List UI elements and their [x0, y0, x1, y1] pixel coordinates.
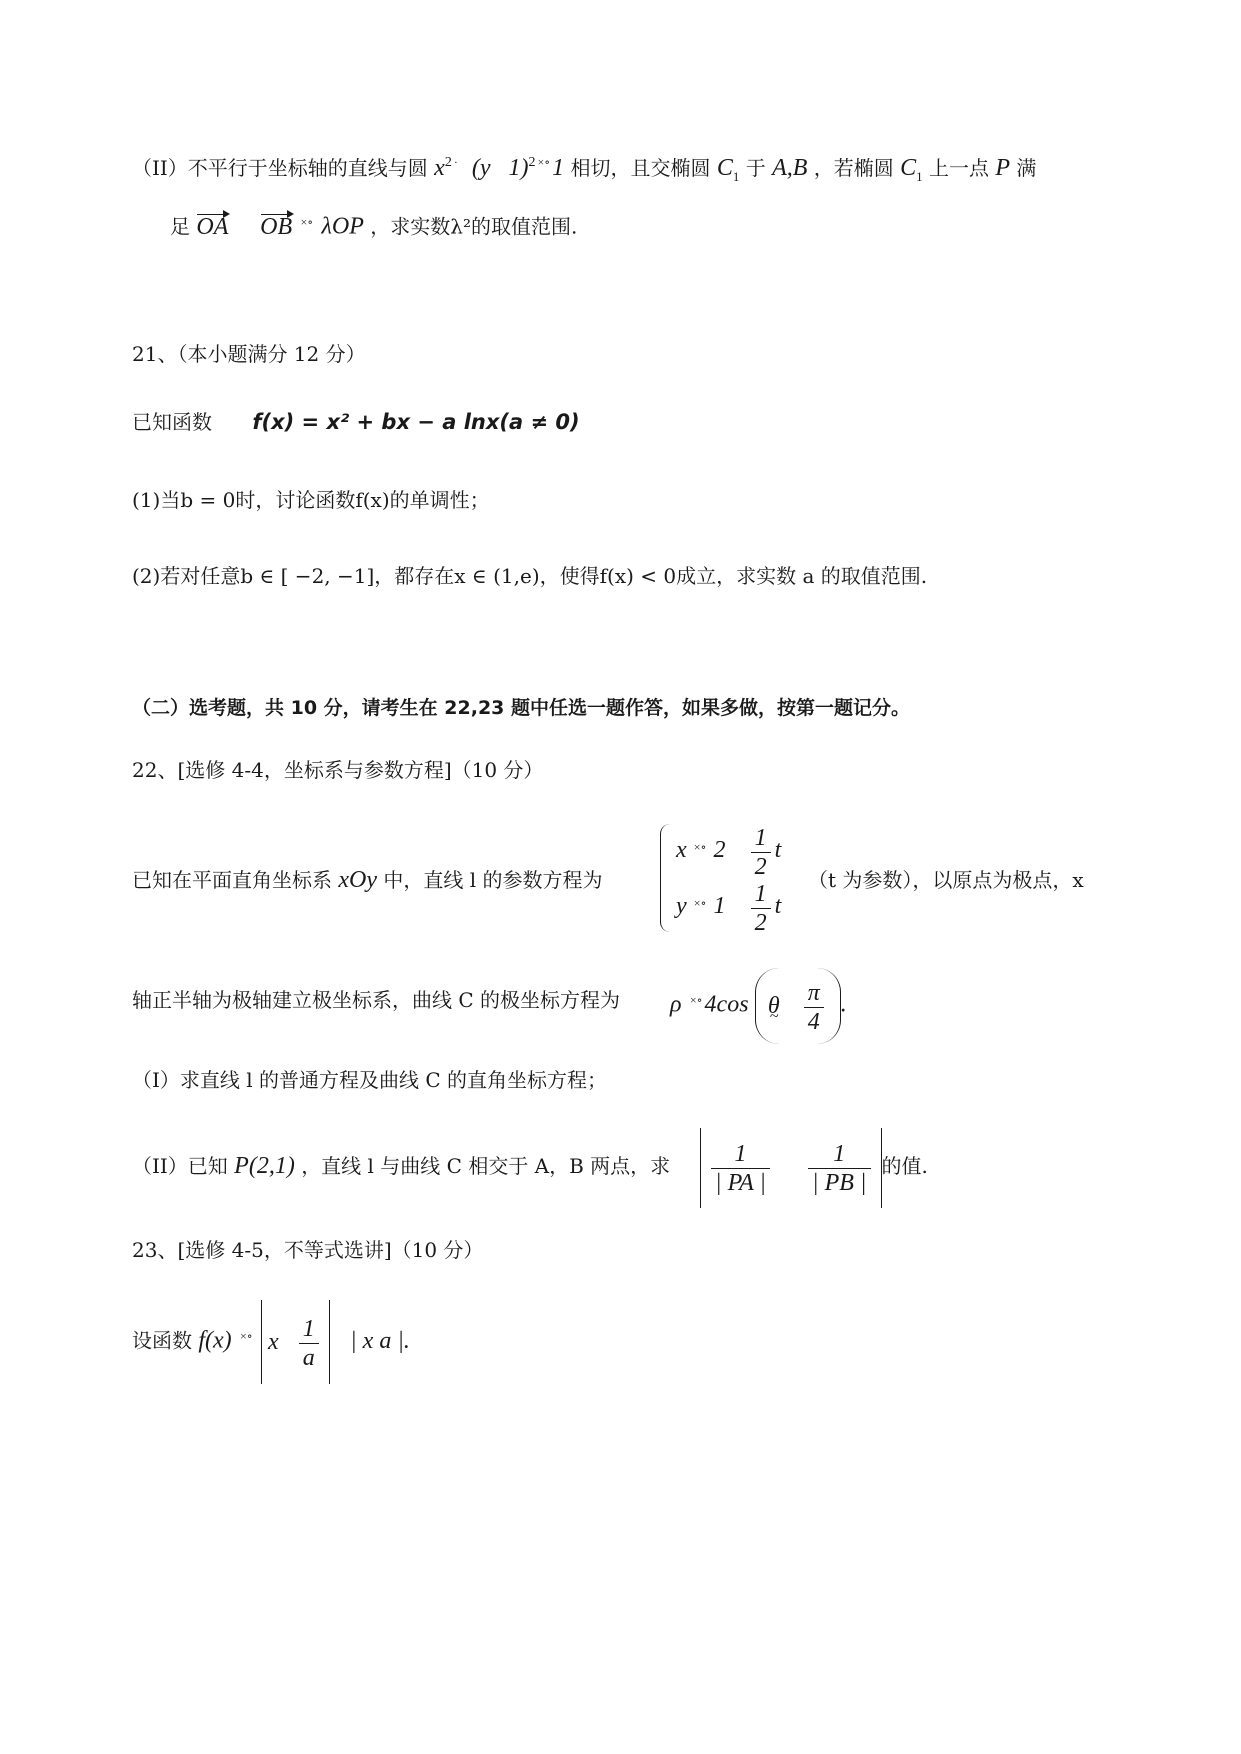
- one-pb: 1: [808, 1140, 871, 1169]
- q20-line1-prefix: （II）不平行于坐标轴的直线与圆: [132, 156, 428, 180]
- sys-y-const: 1: [713, 893, 726, 919]
- q20-part2-line1: [132, 148, 1241, 191]
- q23-frac: [299, 1315, 319, 1372]
- sys-y: y: [676, 893, 687, 919]
- q22-polar-block: [0, 962, 1241, 1042]
- q23-fx: f(x): [198, 1327, 232, 1354]
- q23-abs-x-1a: [261, 1300, 330, 1384]
- pb: | PB |: [812, 1170, 867, 1197]
- q22-intro-mid: 中，直线 l 的参数方程为: [383, 868, 603, 892]
- q23-a: a: [302, 1345, 315, 1372]
- q21-part1: (1)当b = 0时，讨论函数f(x)的单调性；: [132, 488, 490, 512]
- ellipse-c1: $C_1$: [716, 155, 740, 184]
- q23-header: 23、[选修 4-5，不等式选讲]（10 分）: [132, 1238, 484, 1262]
- q22-part2-prefix: （II）已知: [132, 1154, 228, 1178]
- q20-line1-mid3: ，若椭圆: [813, 156, 894, 180]
- ellipse-c1-second: $C_1$: [900, 155, 923, 184]
- q22-intro-prefix: 已知在平面直角坐标系: [132, 868, 332, 892]
- four: 4: [807, 1009, 820, 1036]
- frac-den-2: 2: [754, 910, 767, 936]
- q22-intro-suffix: （t 为参数），以原点为极点，x: [808, 868, 1084, 892]
- section2-heading: （二）选考题，共 10 分，请考生在 22,23 题中任选一题作答，如果多做，按第一题记分。: [132, 697, 911, 719]
- sys-x: x: [676, 837, 687, 863]
- pi-over-4: [804, 979, 824, 1036]
- pi: π: [804, 979, 824, 1008]
- polar-coef: 4cos: [704, 991, 749, 1018]
- q21-function: f(x) = x² + bx − a lnx(a ≠ 0): [252, 410, 580, 434]
- point-p21: P(2,1): [234, 1153, 295, 1179]
- q20-line1-mid: 相切，且交椭圆: [570, 156, 711, 180]
- points-ab: A,B: [772, 155, 808, 181]
- q23-intro-line: 设函数 f(x) ×∘ x $\frac{1}{a}$ | x a |.: [132, 1294, 1241, 1384]
- q22-intro-block: [0, 824, 1241, 936]
- q21-part2: (2)若对任意b ∈ [ −2, −1]，都存在x ∈ (1,e)，使得f(x) < 0成立，求实数 a 的取值范围.: [132, 564, 928, 588]
- q23-intro: 设函数: [132, 1328, 192, 1353]
- q20-line1-mid4: 上一点: [929, 156, 989, 180]
- one-pa: 1: [711, 1140, 770, 1169]
- q22-part2-suffix: 的值.: [881, 1154, 928, 1178]
- q23-x: x: [268, 1329, 279, 1356]
- system-brace: [660, 824, 675, 932]
- q20-line2-suffix: ，求实数λ²的取值范围.: [370, 214, 578, 239]
- q20-line1-suffix: 满: [1016, 156, 1037, 180]
- frac-den: 2: [754, 854, 767, 880]
- sys-x-frac: [751, 824, 771, 881]
- system-row-y: y ×∘ 1 $\frac{1}{2}$ t: [676, 881, 782, 936]
- abs-difference: [700, 1128, 882, 1208]
- q21-given-label: 已知函数: [132, 410, 212, 434]
- frac-1-pb: [808, 1140, 871, 1197]
- circle-equation: $x^2$ · (y 1)$^2$ ×∘1: [434, 155, 565, 181]
- system-row-x: x ×∘ 2 $\frac{1}{2}$ t: [676, 825, 782, 880]
- q23-tail: | x a |.: [350, 1327, 410, 1354]
- polar-period: .: [840, 991, 847, 1018]
- frac-num: 1: [751, 824, 771, 853]
- point-p: P: [995, 155, 1011, 181]
- frac-1-pa: [711, 1140, 770, 1197]
- lambda-op: λOP: [321, 213, 364, 240]
- q22-abs-expr: [700, 1126, 1241, 1208]
- q22-header: 22、[选修 4-4，坐标系与参数方程]（10 分）: [132, 758, 544, 782]
- sys-y-frac: [751, 880, 771, 937]
- q20-part2-line2: 足 OA OB ×∘ λOP ，求实数λ²的取值范围.: [170, 213, 578, 240]
- q22-polar-prefix: 轴正半轴为极轴建立极坐标系，曲线 C 的极坐标方程为: [132, 988, 621, 1012]
- frac-num-2: 1: [751, 880, 771, 909]
- sys-x-const: 2: [713, 837, 726, 863]
- vector-oa: OA: [196, 213, 229, 240]
- theta: θ ~: [768, 993, 780, 1019]
- q23-intro-block: [0, 1294, 1241, 1384]
- q22-part2-mid: ，直线 l 与曲线 C 相交于 A，B 两点，求: [301, 1154, 671, 1178]
- q21-given: [132, 408, 1241, 436]
- q20-line1-mid2: 于: [745, 156, 766, 180]
- q23-one: 1: [299, 1315, 319, 1344]
- q21-header: 21、（本小题满分 12 分）: [132, 342, 366, 366]
- rho: ρ: [670, 991, 682, 1018]
- q22-part2-block: [0, 1126, 1241, 1208]
- q22-part1: （I）求直线 l 的普通方程及曲线 C 的直角坐标方程；: [132, 1068, 608, 1092]
- q22-polar-eq: ρ ×∘4cos θ ~ $\frac{\pi}{4}$ .: [670, 962, 1241, 1044]
- param-t-2: t: [774, 893, 782, 919]
- polar-paren: [755, 968, 841, 1044]
- pa: | PA |: [715, 1170, 766, 1197]
- q20-line2-prefix: 足: [170, 214, 190, 239]
- vector-ob: OB: [260, 213, 293, 240]
- param-t: t: [774, 837, 782, 863]
- coord-system: xOy: [338, 867, 377, 893]
